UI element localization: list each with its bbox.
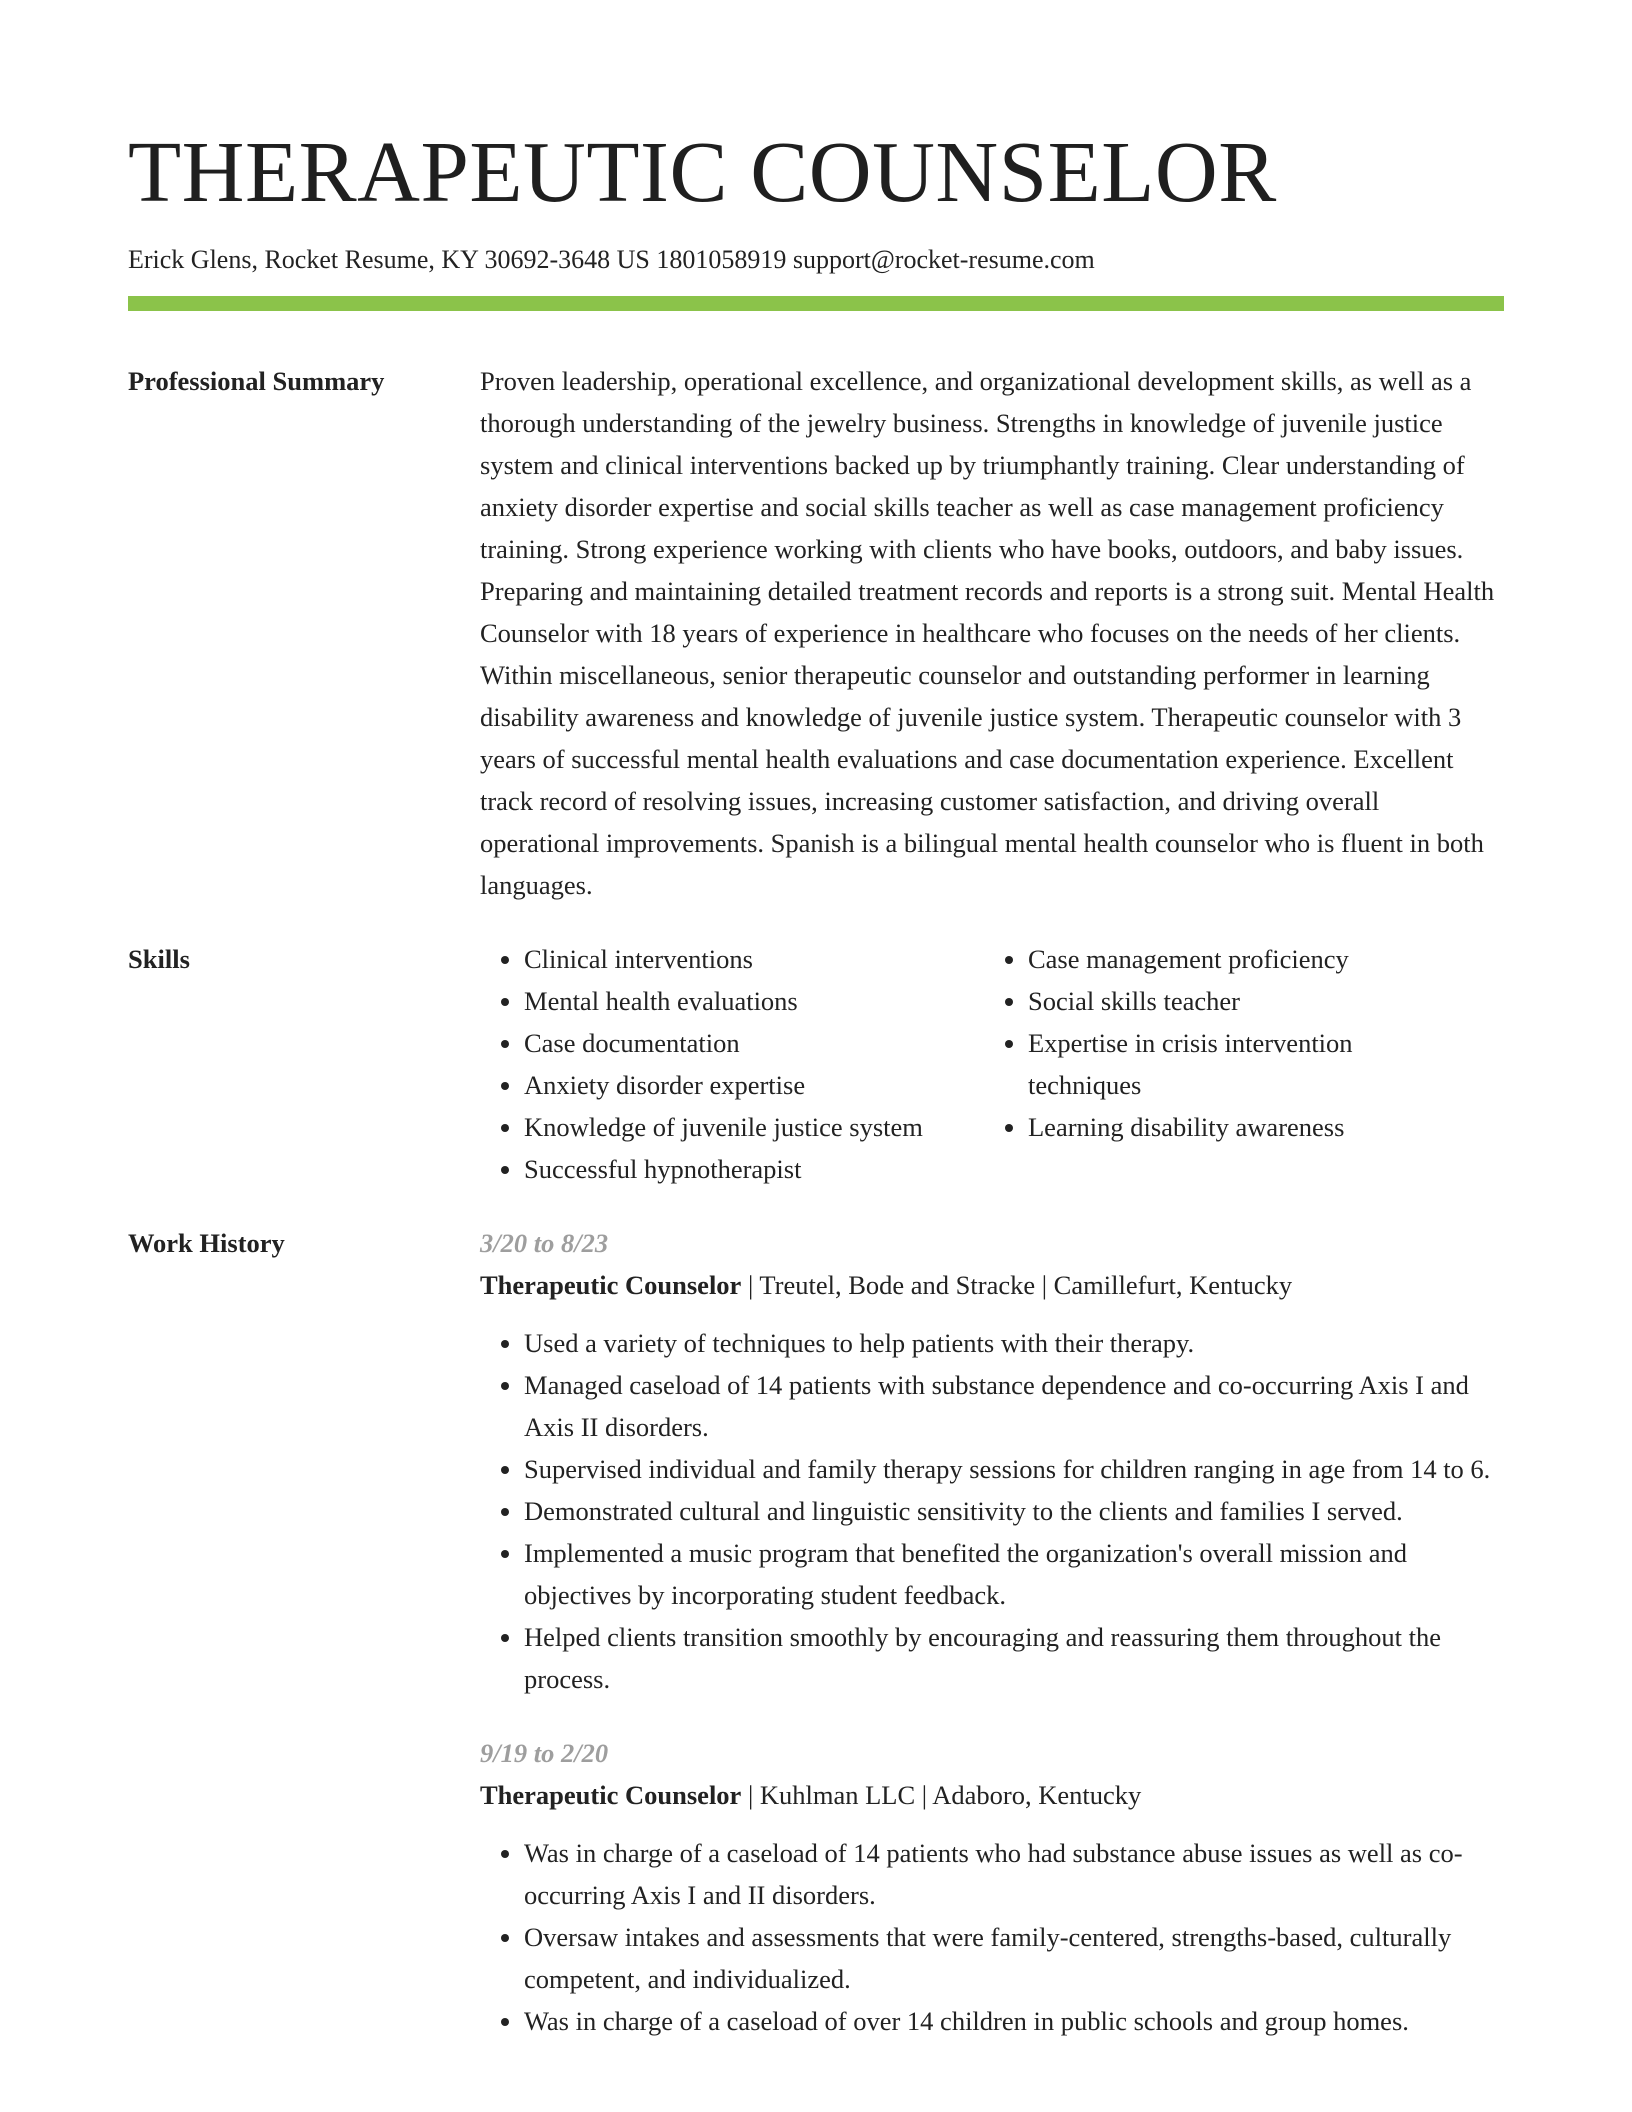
job-bullets bbox=[480, 1832, 1504, 2042]
skill-item: • Clinical interventions bbox=[524, 938, 984, 980]
section-label-work: Work History bbox=[128, 1228, 285, 1258]
job-entry bbox=[480, 1732, 1504, 2042]
job-heading bbox=[480, 1264, 1504, 1306]
skills-list-right bbox=[984, 938, 1428, 1190]
job-bullet: • Implemented a music program that benefited the organization's overall mission and objectives by incorporating student feedback. bbox=[524, 1532, 1504, 1616]
job-bullet: • Managed caseload of 14 patients with substance dependence and co-occurring Axis I and Axis II disorders. bbox=[524, 1364, 1504, 1448]
job-dates: 3/20 to 8/23 bbox=[480, 1228, 609, 1258]
job-employer-location: | Treutel, Bode and Stracke | Camillefurt, Kentucky bbox=[741, 1270, 1293, 1300]
job-bullet: • Used a variety of techniques to help patients with their therapy. bbox=[524, 1322, 1504, 1364]
skill-item: • Successful hypnotherapist bbox=[524, 1148, 984, 1190]
job-entry bbox=[480, 1222, 1504, 1700]
job-title: Therapeutic Counselor bbox=[480, 1270, 742, 1300]
job-bullet: • Was in charge of a caseload of 14 patients who had substance abuse issues as well as co-occurring Axis I and II disorders. bbox=[524, 1832, 1504, 1916]
skills-section bbox=[128, 938, 1504, 1190]
work-history-section bbox=[128, 1222, 1504, 2042]
job-title: Therapeutic Counselor bbox=[480, 1780, 742, 1810]
resume-page bbox=[128, 0, 1504, 2042]
skill-item: • Anxiety disorder expertise bbox=[524, 1064, 984, 1106]
skills-list-left bbox=[480, 938, 984, 1190]
skill-item: • Learning disability awareness bbox=[1028, 1106, 1428, 1148]
job-heading bbox=[480, 1774, 1504, 1816]
skill-item: • Mental health evaluations bbox=[524, 980, 984, 1022]
job-bullet: • Supervised individual and family therapy sessions for children ranging in age from 14 to 6. bbox=[524, 1448, 1504, 1490]
accent-divider bbox=[128, 296, 1504, 311]
skill-item: • Case management proficiency bbox=[1028, 938, 1428, 980]
summary-body bbox=[480, 360, 1504, 906]
work-body bbox=[480, 1222, 1504, 2042]
skills-body bbox=[480, 938, 1504, 1190]
section-label-summary: Professional Summary bbox=[128, 366, 385, 396]
professional-summary-section bbox=[128, 360, 1504, 906]
job-bullets bbox=[480, 1322, 1504, 1700]
skill-item: • Social skills teacher bbox=[1028, 980, 1428, 1022]
job-bullet: • Helped clients transition smoothly by encouraging and reassuring them throughout the process. bbox=[524, 1616, 1504, 1700]
section-label-skills: Skills bbox=[128, 944, 190, 974]
job-dates: 9/19 to 2/20 bbox=[480, 1738, 609, 1768]
summary-text: Proven leadership, operational excellence, and organizational development skills, as well as a thorough understanding of the jewelry business. Strengths in knowledge of juvenile justice system and clinical interventions backed up by triumphantly training. Clear understanding of anxiety disorder expertise and social skills teacher as well as case management proficiency training. Strong experience working with clients who have books, outdoors, and baby issues. Preparing and maintaining detailed treatment records and reports is a strong suit. Mental Health Counselor with 18 years of experience in healthcare who focuses on the needs of her clients. Within miscellaneous, senior therapeutic counselor and outstanding performer in learning disability awareness and knowledge of juvenile justice system. Therapeutic counselor with 3 years of successful mental health evaluations and case documentation experience. Excellent track record of resolving issues, increasing customer satisfaction, and driving overall operational improvements. Spanish is a bilingual mental health counselor who is fluent in both languages. bbox=[480, 366, 1495, 900]
resume-title: THERAPEUTIC COUNSELOR bbox=[128, 123, 1277, 220]
skill-item: • Case documentation bbox=[524, 1022, 984, 1064]
job-bullet: • Demonstrated cultural and linguistic sensitivity to the clients and families I served. bbox=[524, 1490, 1504, 1532]
skill-item: • Knowledge of juvenile justice system bbox=[524, 1106, 984, 1148]
job-bullet: • Oversaw intakes and assessments that were family-centered, strengths-based, culturally competent, and individualized. bbox=[524, 1916, 1504, 2000]
skill-item: • Expertise in crisis intervention techniques bbox=[1028, 1022, 1428, 1106]
contact-line: Erick Glens, Rocket Resume, KY 30692-3648 US 1801058919 support@rocket-resume.com bbox=[128, 245, 1095, 274]
job-bullet: • Was in charge of a caseload of over 14 children in public schools and group homes. bbox=[524, 2000, 1504, 2042]
job-employer-location: | Kuhlman LLC | Adaboro, Kentucky bbox=[741, 1780, 1142, 1810]
